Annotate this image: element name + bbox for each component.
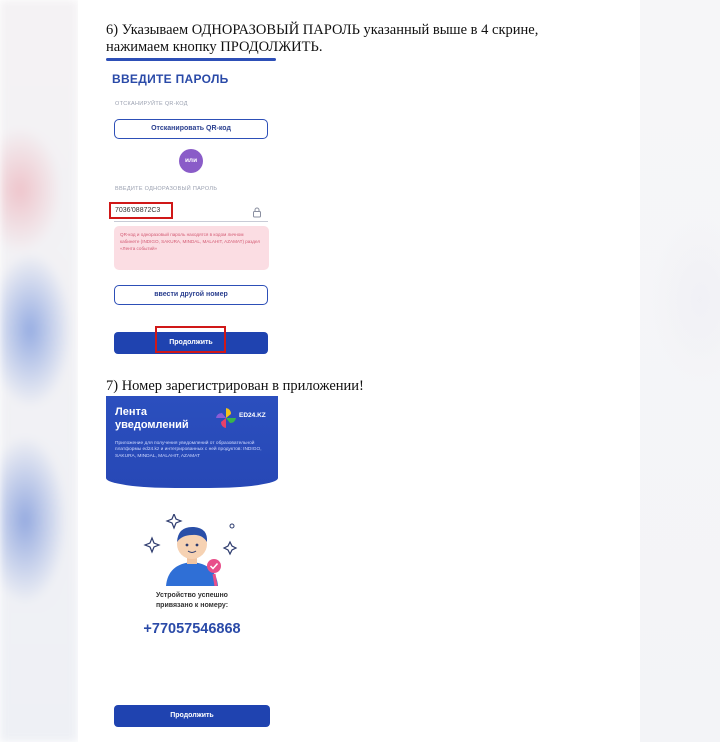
step6-instruction-line1: 6) Указываем ОДНОРАЗОВЫЙ ПАРОЛЬ указанный выше в 4 скрине,: [106, 22, 539, 38]
or-badge: или: [179, 149, 203, 173]
password-input-underline: [114, 221, 268, 222]
step7-instruction: 7) Номер зарегистрирован в приложении!: [106, 378, 364, 394]
qr-section-label: ОТСКАНИРУЙТЕ QR-КОД: [115, 101, 188, 107]
password-screen-title: ВВЕДИТЕ ПАРОЛЬ: [112, 72, 229, 86]
registered-phone-number: +77057546868: [143, 621, 241, 637]
continue-button-highlight: [155, 326, 226, 353]
ed24-logo-icon: [214, 406, 238, 435]
password-screen-screenshot: [106, 58, 276, 360]
continue-button[interactable]: Продолжить: [114, 705, 270, 727]
scan-qr-button[interactable]: Отсканировать QR-код: [114, 119, 268, 139]
header-accent-line: [106, 58, 276, 61]
success-line-2: привязано к номеру:: [155, 602, 229, 609]
success-user-illustration: [140, 514, 244, 591]
app-description: Приложение для получения уведомлений от образовательной платформы ed24.kz и интегрированных с ней продуктов: INDIGO, SAKURA, MINDAL, MALAHIT, AZAMAT: [115, 441, 262, 459]
blurred-background-left: [0, 0, 78, 742]
enter-other-number-button[interactable]: ввести другой номер: [114, 285, 268, 305]
step6-instruction-line2: нажимаем кнопку ПРОДОЛЖИТЬ.: [106, 39, 323, 55]
info-note: QR-код и одноразовый пароль находятся в кодом личном кабинете (INDIGO, SAKURA, MINDAL, MALAHIT, AZAMAT) раздел «Лента событий»: [114, 226, 269, 270]
blurred-background-right: [640, 0, 720, 742]
success-line-1: Устройство успешно: [156, 592, 228, 599]
brand-name: ED24.KZ: [239, 412, 266, 419]
success-screen-screenshot: [106, 396, 278, 731]
notifications-title: Лента уведомлений: [115, 406, 189, 431]
continue-button[interactable]: Продолжить: [114, 332, 268, 354]
lock-icon: [252, 205, 262, 223]
one-time-password-input[interactable]: 7036'08872С3: [109, 202, 173, 219]
success-message: [106, 591, 278, 611]
one-time-password-label: ВВЕДИТЕ ОДНОРАЗОВЫЙ ПАРОЛЬ: [115, 186, 218, 192]
